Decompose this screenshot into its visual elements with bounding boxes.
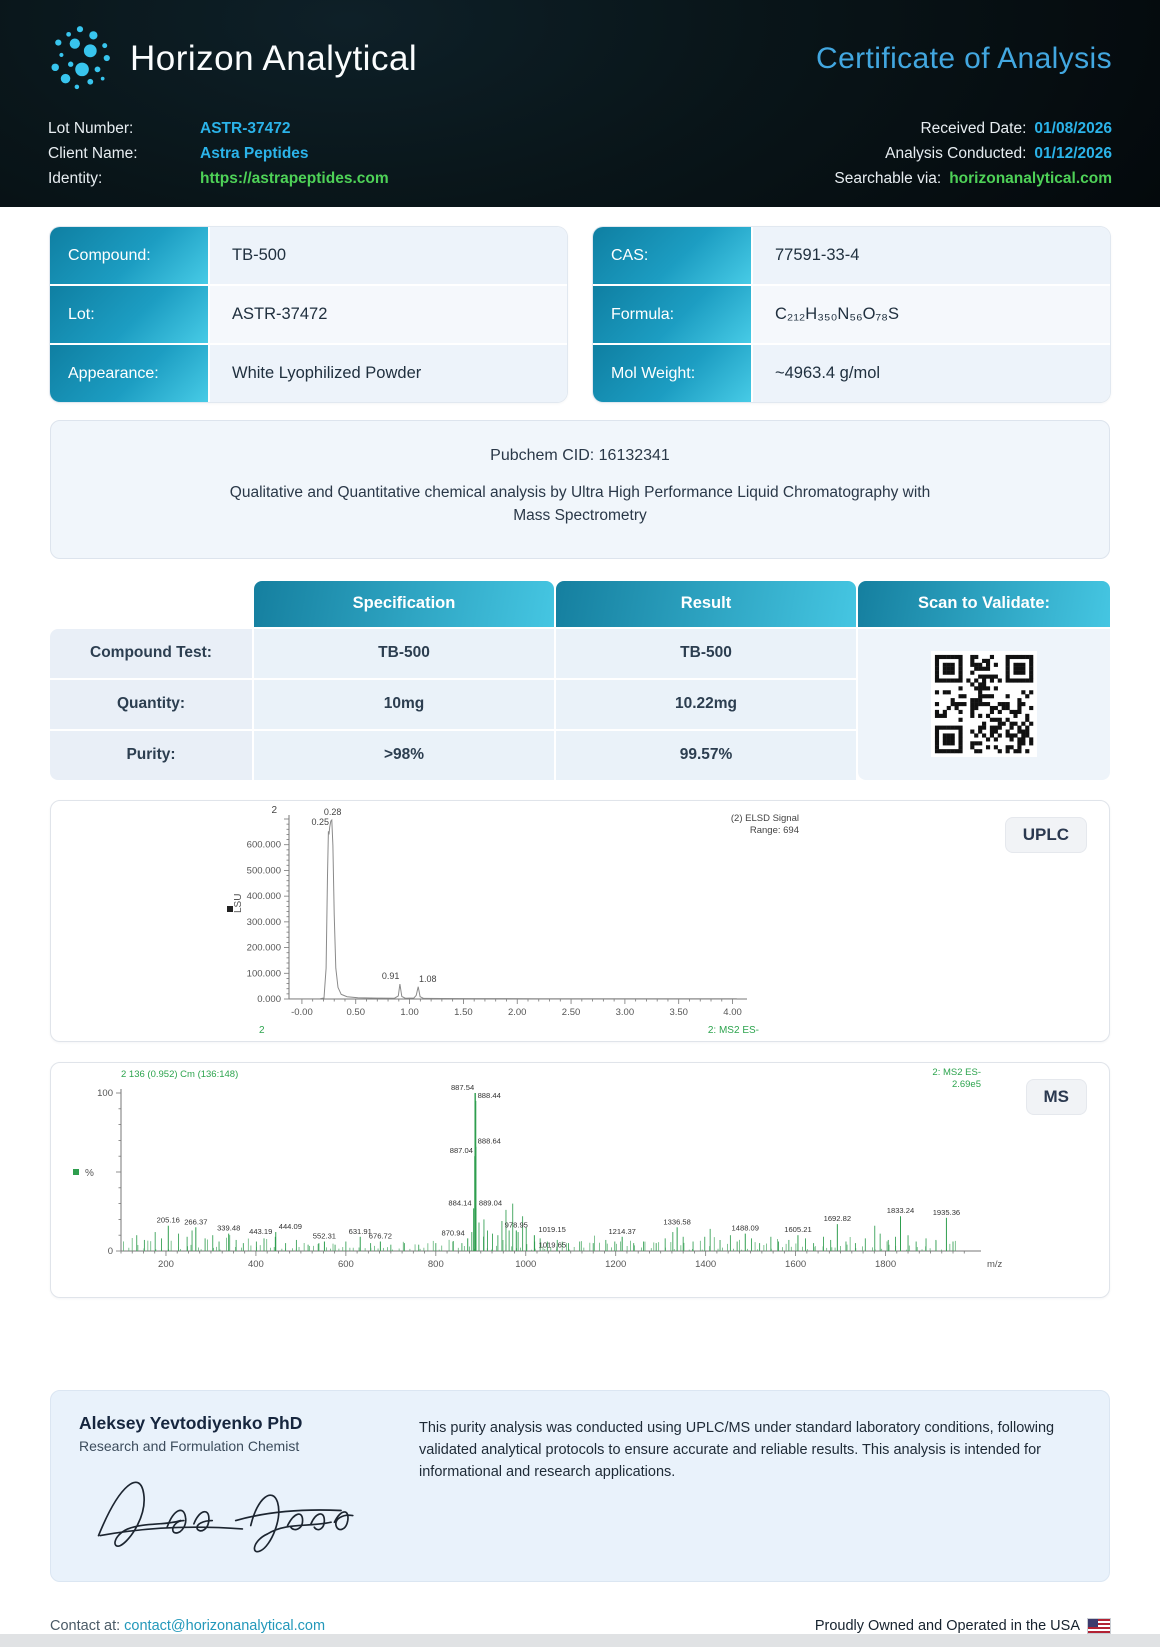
svg-text:400.000: 400.000 (246, 890, 281, 902)
svg-text:2 136 (0.952) Cm (136:148): 2 136 (0.952) Cm (136:148) (121, 1068, 239, 1080)
header-meta-left (48, 116, 389, 191)
svg-text:-0.00: -0.00 (291, 1006, 313, 1018)
svg-text:500.000: 500.000 (246, 864, 281, 876)
svg-text:443.19: 443.19 (249, 1226, 273, 1236)
formula-value: C₂₁₂H₃₅₀N₅₆O₇₈S (753, 286, 1110, 343)
svg-text:2.00: 2.00 (507, 1006, 527, 1018)
received-date-value: 01/08/2026 (1034, 120, 1112, 137)
svg-text:888.64: 888.64 (477, 1136, 501, 1146)
ms-chart-panel (50, 1062, 1110, 1298)
footer (50, 1618, 1110, 1634)
formula-label: Formula: (593, 286, 751, 343)
svg-text:2: MS2 ES-: 2: MS2 ES- (932, 1066, 981, 1078)
table-row (50, 345, 567, 402)
signature-section (50, 1390, 1110, 1582)
svg-text:1019.65: 1019.65 (538, 1240, 567, 1250)
analysis-description: Qualitative and Quantitative chemical analysis by Ultra High Performance Liquid Chromatography with Mass Spectrometry (229, 484, 931, 525)
table-row (50, 286, 567, 343)
svg-text:m/z: m/z (987, 1258, 1003, 1270)
svg-text:1935.36: 1935.36 (932, 1207, 961, 1217)
signature-image (79, 1462, 379, 1554)
table-row (593, 227, 1110, 284)
svg-text:887.54: 887.54 (450, 1082, 475, 1092)
uplc-badge: UPLC (1005, 817, 1087, 853)
svg-text:4.00: 4.00 (723, 1006, 742, 1018)
svg-text:100: 100 (97, 1087, 113, 1099)
table-row (50, 227, 567, 284)
svg-text:444.09: 444.09 (278, 1221, 302, 1231)
compound-label: Compound: (50, 227, 208, 284)
svg-text:2: MS2 ES-: 2: MS2 ES- (707, 1024, 759, 1036)
validation-qr-cell (858, 629, 1110, 780)
svg-text:978.95: 978.95 (504, 1219, 528, 1229)
compound-info-card-left (50, 227, 567, 402)
svg-text:0.28: 0.28 (323, 806, 342, 817)
svg-text:600.000: 600.000 (246, 839, 281, 851)
header (0, 0, 1160, 207)
molecule-dots-logo-icon (48, 24, 114, 95)
svg-text:552.31: 552.31 (312, 1231, 337, 1241)
mol-weight-value: ~4963.4 g/mol (753, 345, 1110, 402)
analysis-date-label: Analysis Conducted: (885, 145, 1027, 162)
appearance-value: White Lyophilized Powder (210, 345, 567, 402)
svg-text:300.000: 300.000 (246, 916, 281, 928)
compound-value: TB-500 (210, 227, 567, 284)
received-date-label: Received Date: (920, 120, 1027, 137)
identity-label: Identity: (48, 170, 103, 187)
svg-text:339.48: 339.48 (217, 1223, 241, 1233)
svg-text:1000: 1000 (515, 1258, 537, 1270)
svg-text:1692.82: 1692.82 (823, 1213, 852, 1223)
ownership-text: Proudly Owned and Operated in the USA (814, 1617, 1080, 1634)
page-edge-bar (0, 1634, 1160, 1647)
identity-url-link[interactable]: https://astrapeptides.com (200, 170, 389, 187)
svg-text:870.94: 870.94 (441, 1227, 465, 1237)
svg-text:100.000: 100.000 (246, 967, 281, 979)
brand-name: Horizon Analytical (130, 39, 418, 78)
svg-text:205.16: 205.16 (156, 1215, 180, 1225)
svg-text:1800: 1800 (874, 1258, 897, 1270)
searchable-label: Searchable via: (834, 170, 942, 187)
svg-text:400: 400 (247, 1258, 264, 1270)
contact-email-link[interactable]: contact@horizonanalytical.com (124, 1617, 326, 1634)
svg-text:887.04: 887.04 (449, 1145, 473, 1155)
svg-text:676.72: 676.72 (368, 1231, 392, 1241)
scan-to-validate-header: Scan to Validate: (858, 581, 1110, 627)
analysis-note: This purity analysis was conducted using UPLC/MS under standard laboratory conditions, following validated analytical protocols to ensure accurate and reliable results. This analysis is intended for informational and research applications. (419, 1419, 1055, 1481)
svg-text:LSU: LSU (233, 893, 244, 913)
svg-text:884.14: 884.14 (448, 1197, 472, 1207)
lot-number-value: ASTR-37472 (200, 120, 291, 137)
svg-text:1.50: 1.50 (454, 1006, 473, 1018)
client-name-label: Client Name: (48, 145, 138, 162)
compound-test-label: Compound Test: (50, 629, 252, 678)
purity-result: 99.57% (556, 731, 856, 780)
lot-value: ASTR-37472 (210, 286, 567, 343)
chemist-name: Aleksey Yevtodiyenko PhD (79, 1412, 303, 1433)
svg-text:2.50: 2.50 (561, 1006, 581, 1018)
svg-text:0.25: 0.25 (311, 816, 330, 827)
svg-text:1200: 1200 (605, 1258, 627, 1270)
svg-text:0.91: 0.91 (381, 970, 400, 981)
result-header: Result (556, 581, 856, 627)
lot-label: Lot: (50, 286, 208, 343)
document-title: Certificate of Analysis (816, 42, 1112, 75)
svg-text:1214.37: 1214.37 (608, 1226, 636, 1236)
quantity-spec: 10mg (254, 680, 554, 729)
svg-text:200: 200 (158, 1258, 174, 1270)
svg-text:600: 600 (337, 1258, 354, 1270)
svg-text:1.08: 1.08 (419, 973, 437, 984)
uplc-chromatogram (51, 801, 1109, 1041)
contact-label: Contact at: (50, 1617, 121, 1634)
results-table (50, 581, 1110, 780)
svg-text:1605.21: 1605.21 (784, 1224, 812, 1234)
svg-text:3.50: 3.50 (669, 1006, 688, 1018)
chemist-role: Research and Formulation Chemist (79, 1437, 300, 1454)
svg-text:3.00: 3.00 (615, 1006, 635, 1018)
ms-spectrum (51, 1063, 1109, 1297)
svg-text:2.69e5: 2.69e5 (951, 1078, 981, 1090)
compound-test-result: TB-500 (556, 629, 856, 678)
compound-info-section (50, 227, 1110, 402)
usa-flag-icon (1088, 1619, 1110, 1633)
table-row (593, 286, 1110, 343)
client-name-value: Astra Peptides (200, 145, 309, 162)
svg-text:2: 2 (271, 804, 277, 816)
ms-badge: MS (1026, 1079, 1088, 1115)
analysis-date-value: 01/12/2026 (1034, 145, 1112, 162)
svg-text:Range: 694: Range: 694 (749, 824, 799, 836)
svg-text:888.44: 888.44 (477, 1090, 501, 1100)
analysis-summary-card (50, 420, 1110, 559)
header-meta-right (834, 116, 1112, 191)
svg-text:1600: 1600 (785, 1258, 807, 1270)
lot-number-label: Lot Number: (48, 120, 134, 137)
svg-text:800: 800 (427, 1258, 444, 1270)
svg-text:2: 2 (259, 1024, 265, 1036)
svg-text:0: 0 (107, 1245, 113, 1257)
svg-text:0.50: 0.50 (346, 1006, 365, 1018)
quantity-result: 10.22mg (556, 680, 856, 729)
svg-text:1833.24: 1833.24 (886, 1205, 915, 1215)
purity-spec: >98% (254, 731, 554, 780)
svg-text:1488.09: 1488.09 (731, 1223, 759, 1233)
pubchem-cid: Pubchem CID: 16132341 (490, 447, 670, 464)
uplc-chart-panel (50, 800, 1110, 1042)
svg-text:(2) ELSD Signal: (2) ELSD Signal (730, 812, 799, 824)
appearance-label: Appearance: (50, 345, 208, 402)
svg-text:%: % (85, 1167, 94, 1179)
svg-text:1400: 1400 (695, 1258, 717, 1270)
svg-text:1.00: 1.00 (400, 1006, 419, 1018)
table-row (593, 345, 1110, 402)
quantity-label: Quantity: (50, 680, 252, 729)
purity-label: Purity: (50, 731, 252, 780)
compound-info-card-right (593, 227, 1110, 402)
svg-text:266.37: 266.37 (184, 1216, 208, 1226)
searchable-url-link[interactable]: horizonanalytical.com (949, 170, 1112, 187)
svg-text:1019.15: 1019.15 (538, 1224, 566, 1234)
cas-value: 77591-33-4 (753, 227, 1110, 284)
svg-text:889.04: 889.04 (478, 1197, 503, 1207)
svg-text:631.91: 631.91 (348, 1226, 372, 1236)
mol-weight-label: Mol Weight: (593, 345, 751, 402)
svg-text:0.000: 0.000 (257, 993, 281, 1005)
cas-label: CAS: (593, 227, 751, 284)
specification-header: Specification (254, 581, 554, 627)
svg-text:1336.58: 1336.58 (663, 1216, 691, 1226)
svg-text:200.000: 200.000 (246, 942, 281, 954)
qr-code (931, 651, 1037, 757)
compound-test-spec: TB-500 (254, 629, 554, 678)
